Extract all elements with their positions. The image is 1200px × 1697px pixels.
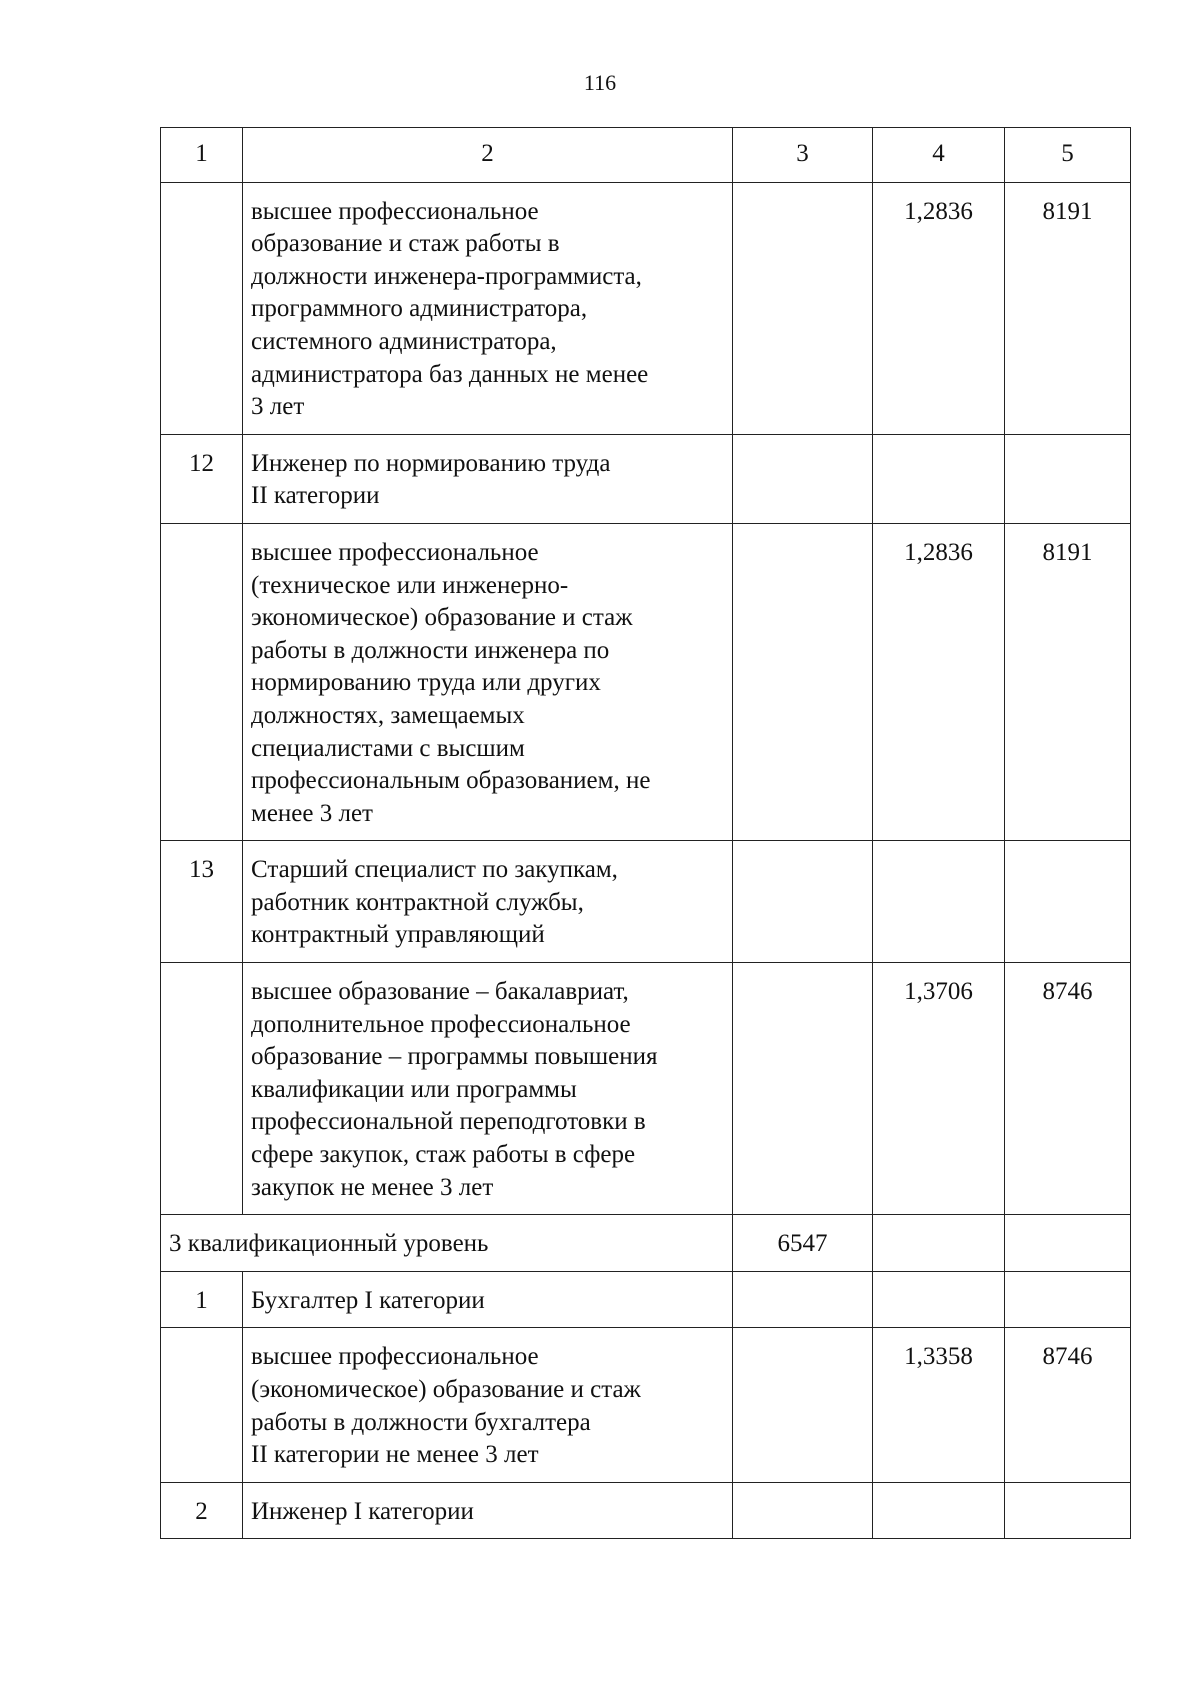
table-row xyxy=(161,182,1131,434)
row-description: высшее профессиональное (техническое или инженерно- экономическое) образование и стаж работы в должности инженера по нормированию труда или других должностях, замещаемых специалистами с высшим профессиональным образованием, не менее 3 лет xyxy=(243,523,733,840)
row-coefficient xyxy=(873,1215,1005,1272)
row-salary: 8191 xyxy=(1005,523,1131,840)
row-salary xyxy=(1005,841,1131,963)
row-col3 xyxy=(733,963,873,1215)
header-cell-3: 3 xyxy=(733,128,873,183)
row-coefficient: 1,3706 xyxy=(873,963,1005,1215)
row-salary: 8191 xyxy=(1005,182,1131,434)
row-description: Старший специалист по закупкам, работник контрактной службы, контрактный управляющий xyxy=(243,841,733,963)
row-description: Инженер I категории xyxy=(243,1482,733,1539)
row-coefficient xyxy=(873,434,1005,523)
row-number xyxy=(161,523,243,840)
row-number: 13 xyxy=(161,841,243,963)
row-col3 xyxy=(733,841,873,963)
row-salary xyxy=(1005,1271,1131,1328)
row-description: высшее профессиональное (экономическое) образование и стаж работы в должности бухгалтера II категории не менее 3 лет xyxy=(243,1328,733,1482)
header-cell-4: 4 xyxy=(873,128,1005,183)
page-number: 116 xyxy=(583,70,617,95)
row-salary: 8746 xyxy=(1005,963,1131,1215)
row-coefficient: 1,2836 xyxy=(873,523,1005,840)
row-number xyxy=(161,963,243,1215)
table-row xyxy=(161,841,1131,963)
row-coefficient: 1,3358 xyxy=(873,1328,1005,1482)
row-coefficient xyxy=(873,1482,1005,1539)
header-cell-5: 5 xyxy=(1005,128,1131,183)
row-col3 xyxy=(733,1328,873,1482)
row-number xyxy=(161,1328,243,1482)
row-salary: 8746 xyxy=(1005,1328,1131,1482)
table-row xyxy=(161,963,1131,1215)
row-coefficient: 1,2836 xyxy=(873,182,1005,434)
row-col3 xyxy=(733,434,873,523)
qualification-level-row xyxy=(161,1215,1131,1272)
table-row xyxy=(161,1328,1131,1482)
row-salary xyxy=(1005,1482,1131,1539)
qualification-table xyxy=(160,127,1131,1539)
row-description: высшее образование – бакалавриат, дополнительное профессиональное образование – программы повышения квалификации или программы профессиональной переподготовки в сфере закупок, стаж работы в сфере закупок не менее 3 лет xyxy=(243,963,733,1215)
table-row xyxy=(161,434,1131,523)
row-number: 1 xyxy=(161,1271,243,1328)
row-number xyxy=(161,182,243,434)
table-header-row xyxy=(161,128,1131,183)
row-description: Бухгалтер I категории xyxy=(243,1271,733,1328)
table-row xyxy=(161,1271,1131,1328)
header-cell-1: 1 xyxy=(161,128,243,183)
table-row xyxy=(161,1482,1131,1539)
row-col3 xyxy=(733,1482,873,1539)
row-col3 xyxy=(733,523,873,840)
qualification-level-label: 3 квалификационный уровень xyxy=(161,1215,733,1272)
row-number: 2 xyxy=(161,1482,243,1539)
row-salary xyxy=(1005,1215,1131,1272)
row-description: высшее профессиональное образование и стаж работы в должности инженера-программиста, программного администратора, системного администратора, администратора баз данных не менее 3 лет xyxy=(243,182,733,434)
qualification-level-base-salary: 6547 xyxy=(733,1215,873,1272)
row-coefficient xyxy=(873,841,1005,963)
row-col3 xyxy=(733,182,873,434)
header-cell-2: 2 xyxy=(243,128,733,183)
row-salary xyxy=(1005,434,1131,523)
row-coefficient xyxy=(873,1271,1005,1328)
row-col3 xyxy=(733,1271,873,1328)
row-description: Инженер по нормированию труда II категории xyxy=(243,434,733,523)
row-number: 12 xyxy=(161,434,243,523)
table-row xyxy=(161,523,1131,840)
